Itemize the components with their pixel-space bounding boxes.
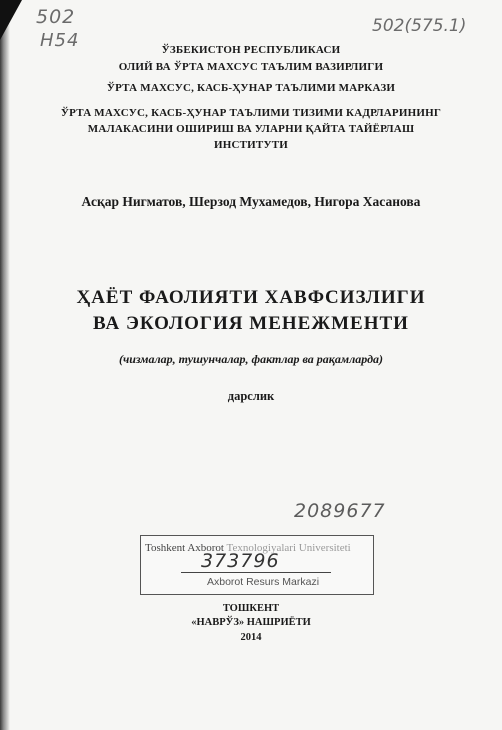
stamp-resource-center-text: Axborot Resurs Markazi xyxy=(207,576,320,588)
imprint-year: 2014 xyxy=(240,632,262,643)
handwritten-call-number: 502 xyxy=(36,6,76,28)
handwritten-author-code: Н54 xyxy=(40,30,80,51)
stamp-inventory-number: 373796 xyxy=(201,550,280,572)
header-institute-line1: ЎРТА МАХСУС, КАСБ-ҲУНАР ТАЪЛИМИ ТИЗИМИ КАДРЛАРИНИНГ xyxy=(60,107,442,119)
header-ministry-line2: ОЛИЙ ВА ЎРТА МАХСУС ТАЪЛИМ ВАЗИРЛИГИ xyxy=(118,61,384,73)
book-title-line1: ҲАЁТ ФАОЛИЯТИ ХАВФСИЗЛИГИ xyxy=(76,287,426,308)
scan-corner-shadow xyxy=(0,0,22,40)
imprint-publisher: «НАВРЎЗ» НАШРИЁТИ xyxy=(191,617,311,628)
header-institute-line2: МАЛАКАСИНИ ОШИРИШ ВА УЛАРНИ ҚАЙТА ТАЙЁРЛАШ xyxy=(87,123,415,135)
book-title-line2: ВА ЭКОЛОГИЯ МЕНЕЖМЕНТИ xyxy=(93,313,409,334)
stamp-institution-text: Toshkent Axborot Texnologiyalari Universiteti xyxy=(145,542,351,554)
library-stamp xyxy=(140,535,374,595)
book-genre: дарслик xyxy=(227,389,275,403)
authors: Асқар Нигматов, Шерзод Мухамедов, Нигора Хасанова xyxy=(81,194,421,209)
stamp-underline xyxy=(181,572,331,573)
imprint-city: ТОШКЕНТ xyxy=(222,603,280,614)
header-ministry-line1: ЎЗБЕКИСТОН РЕСПУБЛИКАСИ xyxy=(161,44,341,56)
handwritten-accession-number: 2089677 xyxy=(294,500,386,522)
book-subtitle: (чизмалар, тушунчалар, фактлар ва рақамларда) xyxy=(118,352,384,366)
header-institute-line3: ИНСТИТУТИ xyxy=(213,139,289,151)
header-center-line: ЎРТА МАХСУС, КАСБ-ҲУНАР ТАЪЛИМИ МАРКАЗИ xyxy=(106,82,396,94)
handwritten-classification: 502(575.1) xyxy=(372,16,467,36)
